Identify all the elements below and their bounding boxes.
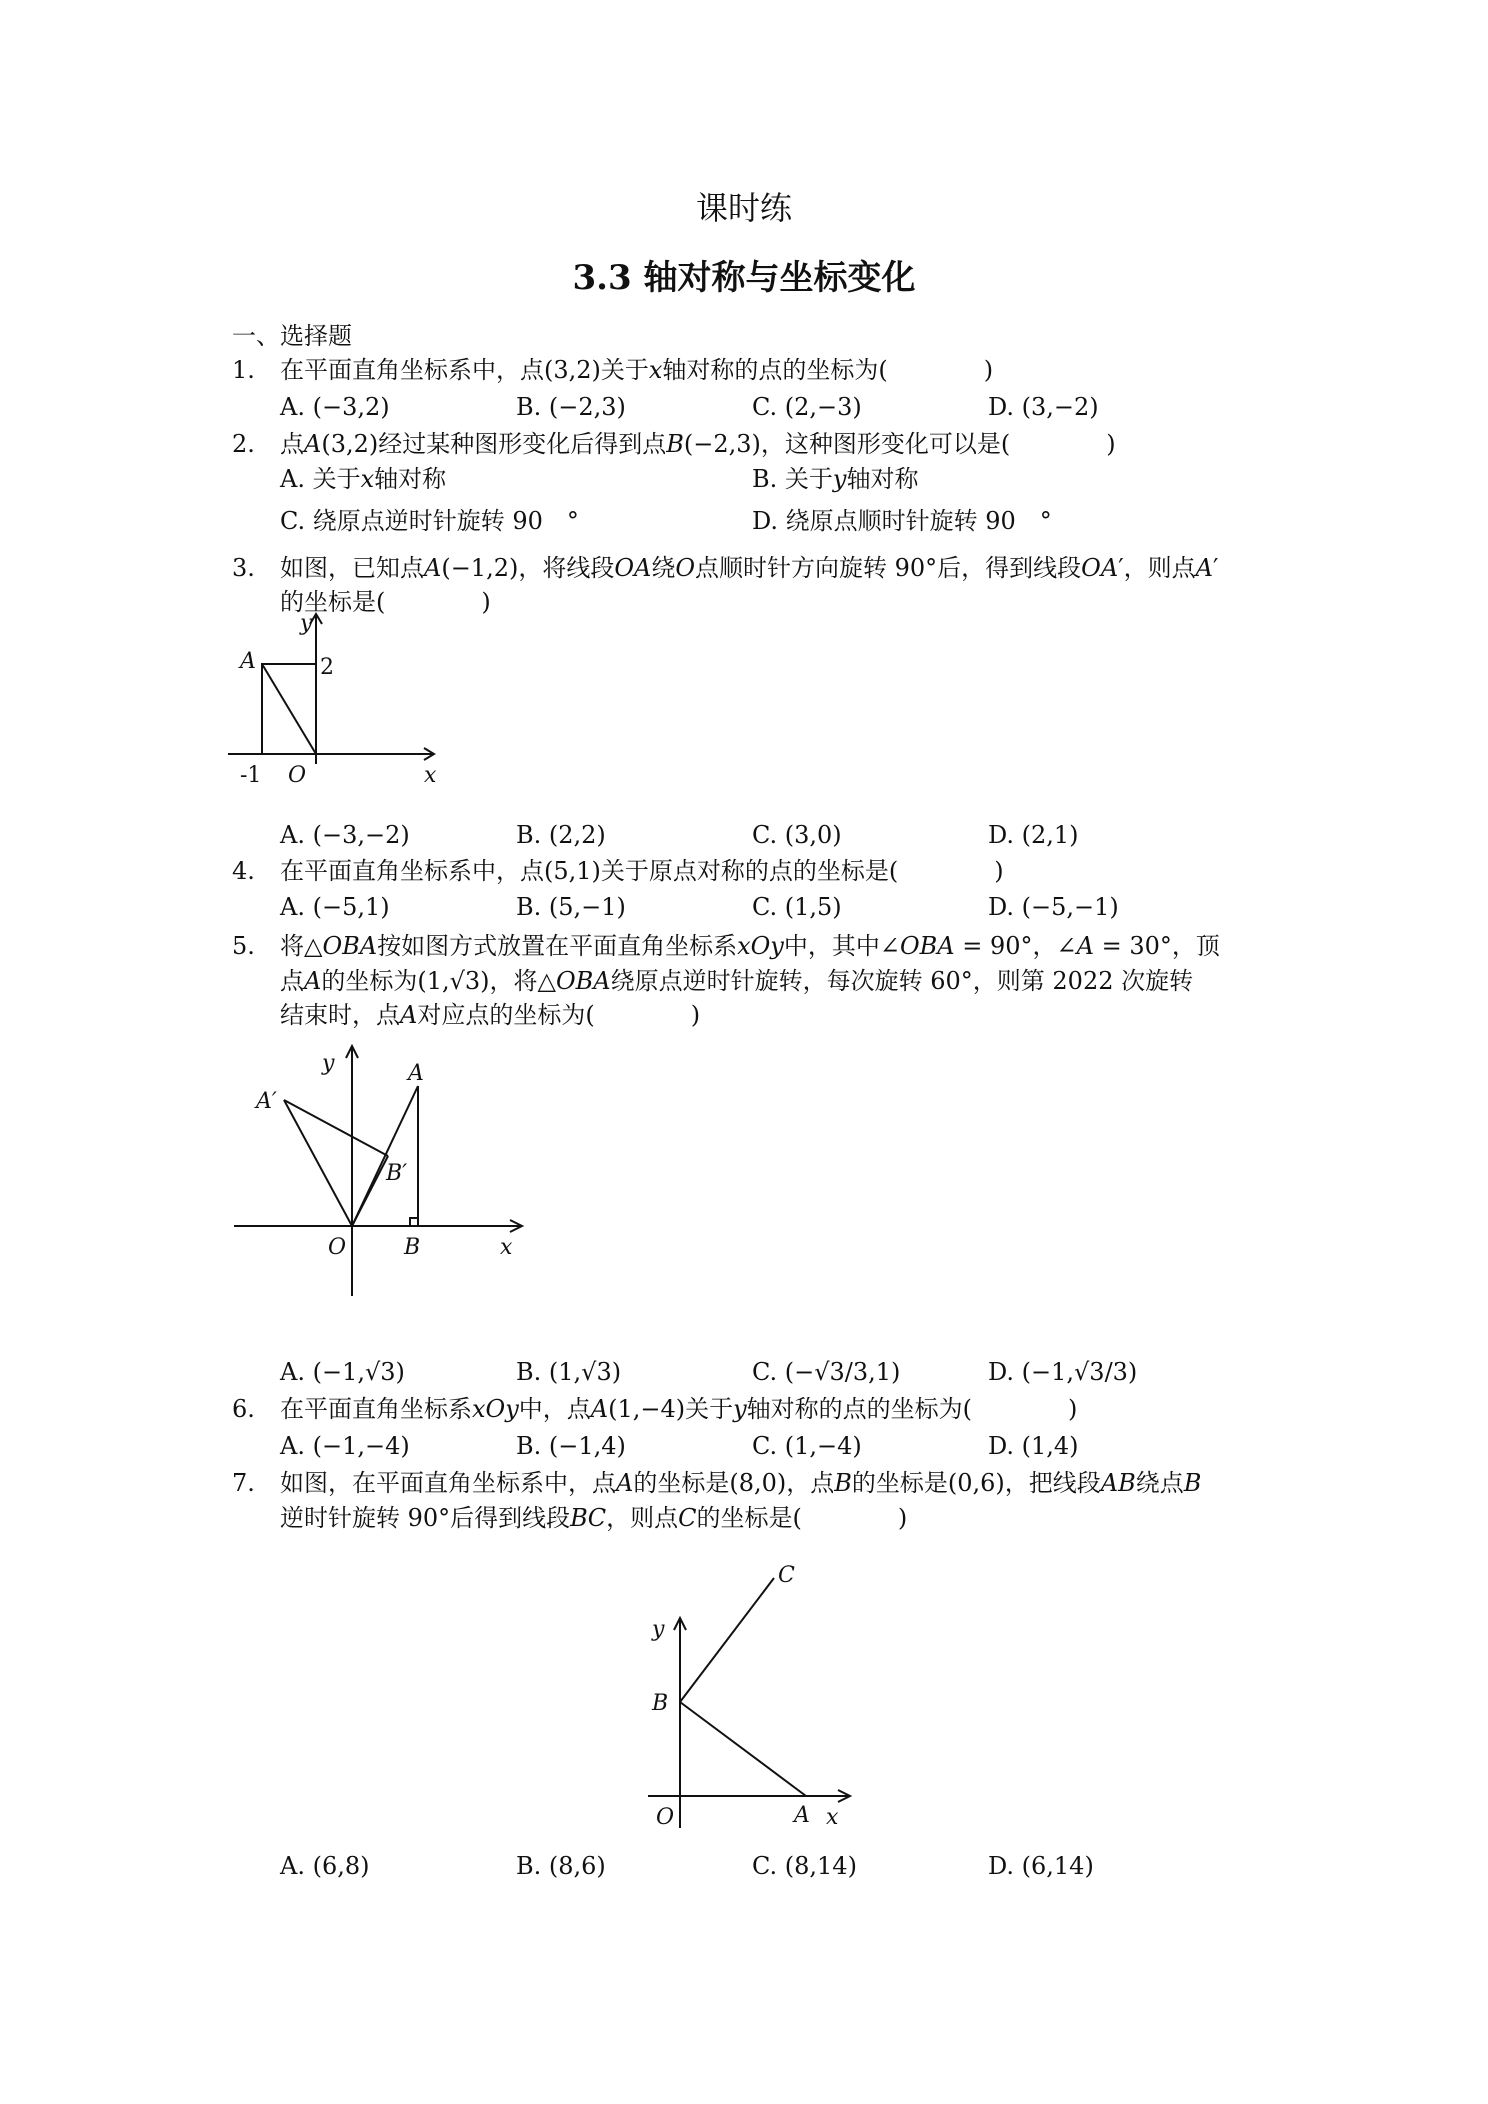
label-y: y — [300, 612, 313, 636]
label-2: 2 — [320, 655, 334, 680]
question-number: 5. — [232, 932, 255, 960]
option-b[interactable]: B. (5,−1) — [516, 893, 626, 921]
option-d[interactable]: D. (3,−2) — [988, 393, 1099, 421]
question-stem-line-2: 的坐标是( ) — [280, 588, 491, 616]
option-b[interactable]: B. (8,6) — [516, 1852, 606, 1880]
page-title: 3.3 轴对称与坐标变化 — [572, 258, 916, 298]
label-a: A — [240, 649, 256, 674]
label-x: x — [500, 1235, 513, 1260]
question-stem: 在平面直角坐标系𝑥𝑂𝑦中，点𝐴(1,−4)关于𝑦轴对称的点的坐标为( ) — [280, 1395, 1078, 1423]
question-number: 3. — [232, 554, 255, 582]
right-angle-mark — [410, 1218, 418, 1226]
option-d[interactable]: D. 绕原点顺时针旋转 90 ° — [752, 507, 1052, 535]
label-y: y — [322, 1051, 335, 1076]
segment-ab — [680, 1702, 806, 1796]
option-d[interactable]: D. (2,1) — [988, 821, 1079, 849]
option-c[interactable]: C. (8,14) — [752, 1852, 857, 1880]
option-d[interactable]: D. (1,4) — [988, 1432, 1079, 1460]
label-b: B — [404, 1235, 421, 1260]
section-heading: 一、选择题 — [232, 322, 352, 350]
label-o: O — [328, 1235, 347, 1260]
label-minus-1: -1 — [240, 763, 262, 788]
question-stem: 点𝐴(3,2)经过某种图形变化后得到点𝐵(−2,3)，这种图形变化可以是( ) — [280, 430, 1116, 458]
question-stem-line-1: 如图，已知点𝐴(−1,2)，将线段𝑂𝐴绕𝑂点顺时针方向旋转 90°后，得到线段𝑂𝐴′，则点𝐴′ — [280, 554, 1219, 582]
label-o: O — [288, 763, 307, 788]
question-stem-line-3: 结束时，点𝐴对应点的坐标为( ) — [280, 1001, 701, 1029]
option-b[interactable]: B. 关于𝑦轴对称 — [752, 465, 919, 493]
label-a: A — [408, 1061, 424, 1086]
question-number: 1. — [232, 356, 255, 384]
label-c: C — [778, 1563, 795, 1588]
figure-q3 — [228, 612, 448, 792]
option-a[interactable]: A. (−3,−2) — [280, 821, 410, 849]
option-c[interactable]: C. (−√3/3,1) — [752, 1358, 901, 1386]
option-a[interactable]: A. (−3,2) — [280, 393, 390, 421]
label-y: y — [652, 1617, 665, 1642]
option-a[interactable]: A. (−5,1) — [280, 893, 390, 921]
question-number: 7. — [232, 1469, 255, 1497]
question-stem-line-2: 逆时针旋转 90°后得到线段𝐵𝐶，则点𝐶的坐标是( ) — [280, 1504, 908, 1532]
label-o: O — [656, 1805, 675, 1830]
question-stem: 在平面直角坐标系中，点(3,2)关于𝑥轴对称的点的坐标为( ) — [280, 356, 994, 384]
question-stem: 在平面直角坐标系中，点(5,1)关于原点对称的点的坐标是( ) — [280, 857, 1004, 885]
label-b: B — [652, 1691, 669, 1716]
option-c[interactable]: C. (1,5) — [752, 893, 842, 921]
option-b[interactable]: B. (1,√3) — [516, 1358, 622, 1386]
page-subtitle: 课时练 — [695, 189, 792, 227]
segment-ob-prime — [352, 1156, 388, 1226]
option-a[interactable]: A. (−1,√3) — [280, 1358, 405, 1386]
figure-q7 — [630, 1560, 870, 1840]
label-a: A — [794, 1803, 810, 1828]
option-a[interactable]: A. 关于𝑥轴对称 — [280, 465, 447, 493]
option-b[interactable]: B. (−1,4) — [516, 1432, 626, 1460]
question-number: 6. — [232, 1395, 255, 1423]
option-c[interactable]: C. (1,−4) — [752, 1432, 862, 1460]
question-stem-line-1: 将△𝑂𝐵𝐴按如图方式放置在平面直角坐标系𝑥𝑂𝑦中，其中∠𝑂𝐵𝐴 = 90°，∠𝐴 = 30°，顶 — [280, 932, 1220, 960]
option-c[interactable]: C. 绕原点逆时针旋转 90 ° — [280, 507, 579, 535]
option-b[interactable]: B. (2,2) — [516, 821, 606, 849]
label-x: x — [826, 1805, 839, 1830]
option-a[interactable]: A. (6,8) — [280, 1852, 370, 1880]
question-number: 2. — [232, 430, 255, 458]
segment-oa — [262, 664, 316, 754]
option-a[interactable]: A. (−1,−4) — [280, 1432, 410, 1460]
option-c[interactable]: C. (2,−3) — [752, 393, 862, 421]
option-d[interactable]: D. (6,14) — [988, 1852, 1094, 1880]
label-x: x — [424, 763, 437, 788]
option-d[interactable]: D. (−1,√3/3) — [988, 1358, 1138, 1386]
option-c[interactable]: C. (3,0) — [752, 821, 842, 849]
figure-q5 — [228, 1040, 540, 1300]
segment-bc — [680, 1578, 774, 1702]
question-stem-line-1: 如图，在平面直角坐标系中，点𝐴的坐标是(8,0)，点𝐵的坐标是(0,6)，把线段𝐴𝐵绕点𝐵 — [280, 1469, 1202, 1497]
option-b[interactable]: B. (−2,3) — [516, 393, 626, 421]
question-number: 4. — [232, 857, 255, 885]
option-d[interactable]: D. (−5,−1) — [988, 893, 1119, 921]
label-b-prime: B′ — [386, 1161, 408, 1186]
label-a-prime: A′ — [256, 1089, 277, 1114]
question-stem-line-2: 点𝐴的坐标为(1,√3)，将△𝑂𝐵𝐴绕原点逆时针旋转，每次旋转 60°，则第 2022 次旋转 — [280, 967, 1194, 995]
